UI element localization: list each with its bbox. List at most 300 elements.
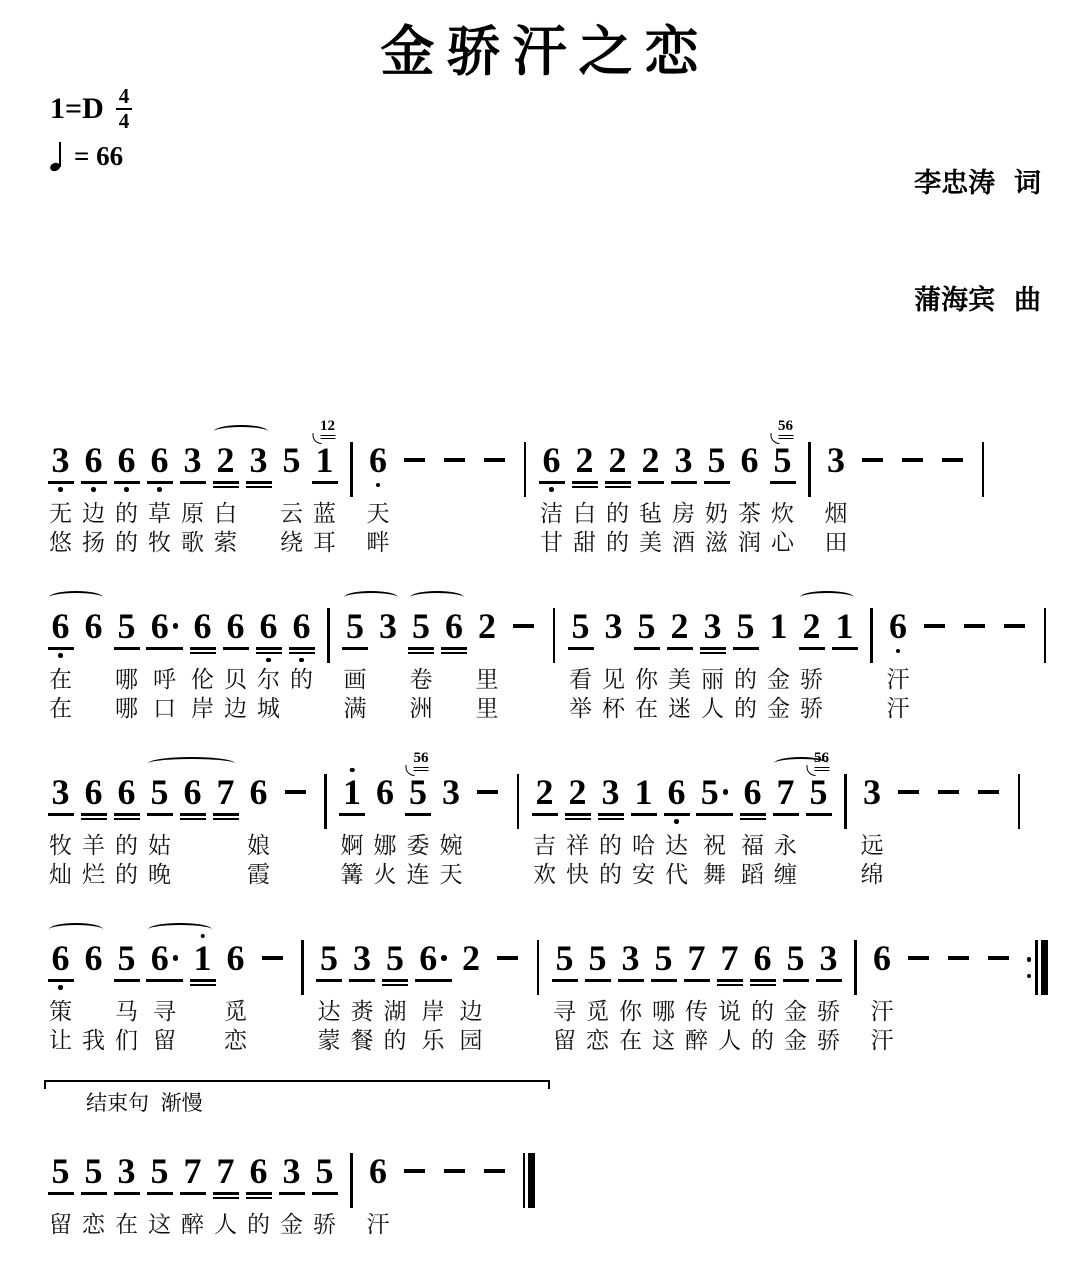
underline (750, 979, 776, 982)
duration-dash (889, 748, 929, 812)
note (77, 748, 110, 889)
lyric-line-1: 牧 (49, 832, 72, 858)
note (766, 416, 799, 557)
lyric-line-2: 们 (115, 1027, 138, 1053)
lyric-line-1: 在 (49, 666, 72, 692)
lyric-line-2: 萦 (214, 529, 237, 555)
note-underlines (806, 812, 832, 831)
underline (572, 481, 598, 484)
lyric-line-2: 城 (257, 695, 280, 721)
lyric-line-2: 蹈 (741, 861, 764, 887)
note-underlines (223, 646, 249, 665)
underline (48, 813, 74, 816)
note-underlines (213, 480, 239, 499)
note-ornament-area (143, 416, 176, 442)
lyric-line-2: 耳 (313, 529, 336, 555)
underline (180, 813, 206, 816)
note-ornament-area (346, 914, 379, 940)
underline (81, 813, 107, 816)
underline (634, 647, 660, 650)
note-underlines (213, 812, 239, 831)
note-underlines (190, 978, 216, 997)
final-barline (523, 1127, 536, 1208)
note-ornament-area (594, 748, 627, 774)
note-underlines (408, 646, 434, 665)
lyric-line-1: 委 (406, 832, 430, 858)
barline (301, 914, 304, 995)
note-number: 6 (183, 772, 202, 812)
dash-slot (924, 608, 945, 646)
lyric-line-2: 缠 (774, 861, 797, 887)
note-underlines (539, 480, 565, 499)
underline (48, 1192, 74, 1195)
note (696, 582, 729, 723)
composer-credit: 蒲海宾 曲 (914, 285, 1041, 316)
underline (696, 813, 733, 816)
note-ornament-area (412, 914, 455, 940)
note (242, 1127, 275, 1239)
lyric-line-2: 人 (718, 1027, 741, 1053)
lyric-line-2: 悠 (49, 529, 72, 555)
lyric-line-1: 的 (290, 666, 313, 692)
lyric-line-2: 安 (632, 861, 655, 887)
duration-dash (915, 582, 955, 646)
note-ornament-area (176, 1127, 209, 1153)
lyric-line-2: 乐 (421, 1027, 445, 1053)
note-number: 6 (249, 772, 268, 812)
note-underlines (180, 1191, 206, 1210)
dash-slot (404, 442, 425, 480)
note-ornament-area (110, 914, 143, 940)
lyric-line-2: 举 (569, 695, 592, 721)
lyric-line-2: 的 (383, 1027, 407, 1053)
lyric-line-2: 园 (459, 1027, 483, 1053)
grace-notes: 56 (778, 419, 793, 436)
underline (565, 813, 591, 816)
lyric-line-1: 远 (860, 832, 884, 858)
lyric-line-1: 伦 (191, 666, 214, 692)
note-underlines (684, 978, 710, 997)
duration-dash (468, 748, 508, 812)
dash-stroke (513, 624, 534, 628)
lyric-line-1: 无 (49, 500, 72, 526)
note-ornament-area (242, 1127, 275, 1153)
note-ornament-area (762, 582, 795, 608)
note-number: 5 (150, 1151, 169, 1191)
lyric-line-2: 蒙 (317, 1027, 341, 1053)
lyric-line-1: 这 (148, 1211, 171, 1237)
lyric-line-2: 的 (115, 861, 138, 887)
barline-stroke (553, 608, 556, 663)
spacer (915, 582, 955, 608)
note-number: 5 (282, 440, 301, 480)
note (680, 914, 713, 1055)
note-ornament-area (713, 914, 746, 940)
duration-dash (939, 914, 979, 978)
note-number: 1 (343, 772, 361, 812)
underline (750, 984, 776, 987)
note-ornament-area (528, 748, 561, 774)
barline-stroke (808, 442, 811, 497)
barline (537, 914, 540, 995)
note-number: 3 (353, 938, 371, 978)
dash-stroke (285, 790, 306, 794)
dash-slot (978, 774, 999, 812)
lyric-line-1: 哪 (652, 998, 675, 1024)
barline (350, 416, 353, 497)
underline (114, 1192, 140, 1195)
slur-arc (344, 591, 398, 604)
note-underlines (605, 480, 631, 499)
note-underlines (638, 480, 664, 499)
note-underlines (634, 646, 660, 665)
lyric-line-1: 洁 (540, 500, 563, 526)
note-number: 5 (386, 938, 404, 978)
credits (914, 86, 1041, 398)
note-underlines (565, 812, 591, 831)
note-number: 5 (773, 440, 792, 480)
note (713, 914, 746, 1055)
note (110, 914, 143, 1055)
note-underlines (832, 646, 858, 665)
note (308, 1127, 341, 1239)
key-tempo-block (50, 86, 132, 172)
lyric-line-1: 金 (784, 998, 807, 1024)
note-ornament-area (242, 748, 275, 774)
note-number: 6 (667, 772, 686, 812)
octave-dot-below (674, 819, 679, 824)
note-number: 3 (51, 772, 70, 812)
dash-slot (948, 940, 969, 978)
note-ornament-area (77, 1127, 110, 1153)
underline (213, 813, 239, 816)
note (564, 582, 597, 723)
thin-barline (1035, 940, 1038, 995)
note-ornament-area (77, 748, 110, 774)
note-underlines (532, 812, 558, 831)
lyric-line-2: 里 (475, 695, 499, 721)
duration-dash (995, 582, 1035, 646)
lyric-line-1: 美 (668, 666, 691, 692)
dash-slot (862, 442, 883, 480)
lyric-line-1: 金 (767, 666, 790, 692)
note-ornament-area (186, 582, 219, 608)
dash-slot (942, 442, 963, 480)
lyric-line-1: 边 (82, 500, 105, 526)
spacer (504, 582, 544, 608)
lyric-line-1: 里 (475, 666, 499, 692)
spacer (468, 748, 508, 774)
underline (81, 481, 107, 484)
duration-dash (853, 416, 893, 480)
lyric-line-1: 的 (734, 666, 757, 692)
underline (783, 979, 809, 982)
underline (213, 486, 239, 489)
note-ornament-area (369, 748, 402, 774)
lyric-line-1: 觅 (224, 998, 247, 1024)
underline (147, 813, 173, 816)
note-underlines (376, 480, 381, 499)
note-ornament-area (402, 748, 435, 774)
note-underlines (816, 978, 842, 997)
note-underlines (146, 646, 183, 665)
dash-slot (444, 442, 465, 480)
lyric-line-2: 的 (115, 529, 138, 555)
note (581, 914, 614, 1055)
lyric-line-1: 金 (280, 1211, 303, 1237)
note-ornament-area (110, 582, 143, 608)
note (308, 416, 341, 557)
dash-stroke (477, 790, 498, 794)
note-ornament-area (143, 582, 186, 608)
note-number: 6 (84, 938, 103, 978)
lyric-line-2: 醉 (685, 1027, 708, 1053)
underline (704, 481, 730, 484)
barline-stroke (854, 940, 857, 995)
note-ornament-area (820, 416, 853, 442)
lyric-line-1: 画 (343, 666, 367, 692)
lyric-line-2: 绕 (280, 529, 303, 555)
note (528, 748, 561, 889)
note-underlines (750, 978, 776, 997)
octave-dot-below (299, 658, 304, 663)
note-underlines (312, 480, 338, 499)
note (471, 582, 504, 723)
lyric-line-2: 甜 (573, 529, 596, 555)
lyric-line-1: 在 (115, 1211, 138, 1237)
note (647, 914, 680, 1055)
note-number: 2 (575, 440, 594, 480)
slur-arc (148, 757, 235, 770)
lyric-line-1: 骄 (800, 666, 823, 692)
repeat-dot (1027, 957, 1032, 962)
note-ornament-area (627, 748, 660, 774)
grace-notes: 12 (320, 419, 335, 436)
dash-stroke (924, 624, 945, 628)
note-underlines (312, 1191, 338, 1210)
duration-dash (504, 582, 544, 646)
note (812, 914, 845, 1055)
lyric-line-1: 岸 (421, 998, 445, 1024)
underline (671, 481, 697, 484)
barline (870, 582, 873, 663)
note-number: 5 (701, 774, 729, 812)
duration-dash (893, 416, 933, 480)
lyric-line-2: 甘 (540, 529, 563, 555)
thin-barline (523, 1153, 526, 1208)
note-number: 6 (226, 606, 245, 646)
dash-slot (484, 442, 505, 480)
note-ornament-area (219, 914, 252, 940)
note-underlines (405, 812, 431, 831)
dash-stroke (942, 458, 963, 462)
note-underlines (146, 978, 183, 997)
note-number: 2 (462, 938, 480, 978)
note-underlines (671, 480, 697, 499)
underline (48, 647, 74, 650)
grace-notes: 56 (414, 751, 429, 768)
underline (565, 818, 591, 821)
note (630, 582, 663, 723)
barline (517, 748, 520, 829)
note (733, 416, 766, 557)
note-number: 3 (604, 606, 623, 646)
octave-dot-below (266, 658, 271, 663)
note-underlines (717, 978, 743, 997)
lyric-line-2: 口 (153, 695, 176, 721)
note (627, 748, 660, 889)
note (866, 914, 899, 1055)
slur-arc (49, 923, 103, 936)
underline (256, 652, 282, 655)
lyric-line-1: 留 (49, 1211, 72, 1237)
note-ornament-area (663, 582, 696, 608)
note-number: 1 (315, 440, 334, 480)
note-ornament-area (882, 582, 915, 608)
note (856, 748, 889, 889)
lyric-line-2: 人 (701, 695, 724, 721)
music-system (44, 1127, 1047, 1239)
note-underlines (114, 1191, 140, 1210)
underline (213, 818, 239, 821)
note (594, 748, 627, 889)
grace-slur-hook (406, 765, 415, 776)
lyric-line-1: 烟 (824, 500, 848, 526)
note-ornament-area (275, 416, 308, 442)
lyric-line-2: 绵 (860, 861, 884, 887)
note-ornament-area (812, 914, 845, 940)
underline (572, 486, 598, 489)
lyric-line-2: 心 (771, 529, 794, 555)
note-underlines (696, 812, 733, 831)
note-underlines (740, 812, 766, 831)
lyric-line-1: 婉 (439, 832, 463, 858)
lyric-line-1: 寻 (553, 998, 576, 1024)
lyric-line-1: 寻 (153, 998, 176, 1024)
lyric-line-2: 欢 (533, 861, 556, 887)
spacer (955, 582, 995, 608)
note-number: 6 (753, 938, 772, 978)
dash-slot (898, 774, 919, 812)
note-number: 6 (151, 608, 179, 646)
note-ornament-area (647, 914, 680, 940)
note-number: 2 (535, 772, 554, 812)
note (275, 1127, 308, 1239)
underline (349, 979, 375, 982)
lyric-line-2: 骄 (817, 1027, 840, 1053)
lyric-line-2: 美 (639, 529, 662, 555)
thick-barline (1041, 940, 1048, 995)
note (219, 914, 252, 1055)
underline (279, 1192, 305, 1195)
note-underlines (48, 646, 74, 665)
lyric-line-1: 湖 (383, 998, 407, 1024)
lyric-line-2: 恋 (586, 1027, 609, 1053)
note-number: 2 (670, 606, 689, 646)
song-title: 金骄汗之恋 (380, 19, 711, 83)
note (336, 748, 369, 889)
note-number: 2 (216, 440, 235, 480)
note-underlines (770, 480, 796, 499)
note-underlines (618, 978, 644, 997)
note-underlines (415, 978, 452, 997)
lyric-line-2: 的 (734, 695, 757, 721)
note-number: 3 (442, 772, 460, 812)
note (601, 416, 634, 557)
note-number: 5 (786, 938, 805, 978)
note-number: 5 (346, 606, 364, 646)
barline (524, 416, 527, 497)
underline (700, 647, 726, 650)
lyric-line-2: 满 (343, 695, 367, 721)
barline-stroke (327, 608, 330, 663)
dash-slot (285, 774, 306, 812)
lyric-line-2: 让 (49, 1027, 72, 1053)
slur-arc (148, 923, 212, 936)
repeat-dots (1027, 940, 1032, 995)
dash-stroke (497, 956, 518, 960)
note-number: 6 (743, 772, 762, 812)
dash-slot (444, 1153, 465, 1191)
dash-slot (1004, 608, 1025, 646)
note-underlines (48, 1191, 74, 1210)
lyric-line-2: 留 (553, 1027, 576, 1053)
note-number: 3 (819, 938, 838, 978)
underline (700, 652, 726, 655)
note-ornament-area (176, 416, 209, 442)
underline (190, 652, 216, 655)
ending-label: 结束句 渐慢 (86, 1092, 203, 1115)
note-underlines (48, 812, 74, 831)
note-ornament-area (209, 1127, 242, 1153)
underline (382, 979, 408, 982)
spacer (933, 416, 973, 442)
augmentation-dot (173, 955, 179, 961)
note-number: 1 (769, 606, 788, 646)
barline (327, 582, 330, 663)
augmentation-dot (173, 623, 179, 629)
note-number: 5 (320, 938, 338, 978)
underline (651, 979, 677, 982)
note (548, 914, 581, 1055)
dash-slot (908, 940, 929, 978)
underline (48, 979, 74, 982)
lyric-line-1: 马 (115, 998, 138, 1024)
note-number: 5 (84, 1151, 103, 1191)
lyric-line-2: 酒 (672, 529, 695, 555)
dash-slot (902, 442, 923, 480)
dash-slot (484, 1153, 505, 1191)
barline (350, 1127, 353, 1208)
spacer (929, 748, 969, 774)
lyric-line-2: 快 (566, 861, 589, 887)
note-underlines (114, 646, 140, 665)
note-ornament-area (110, 1127, 143, 1153)
dash-slot (477, 774, 498, 812)
underline (717, 979, 743, 982)
note (729, 582, 762, 723)
underline (289, 647, 315, 650)
duration-dash (395, 1127, 435, 1191)
note-number: 5 (555, 938, 574, 978)
underline (312, 1192, 338, 1195)
lyric-line-1: 娘 (247, 832, 270, 858)
dash-slot (262, 940, 283, 978)
note-ornament-area (252, 582, 285, 608)
note-number: 7 (216, 772, 235, 812)
underline (246, 486, 272, 489)
lyric-line-1: 原 (181, 500, 204, 526)
